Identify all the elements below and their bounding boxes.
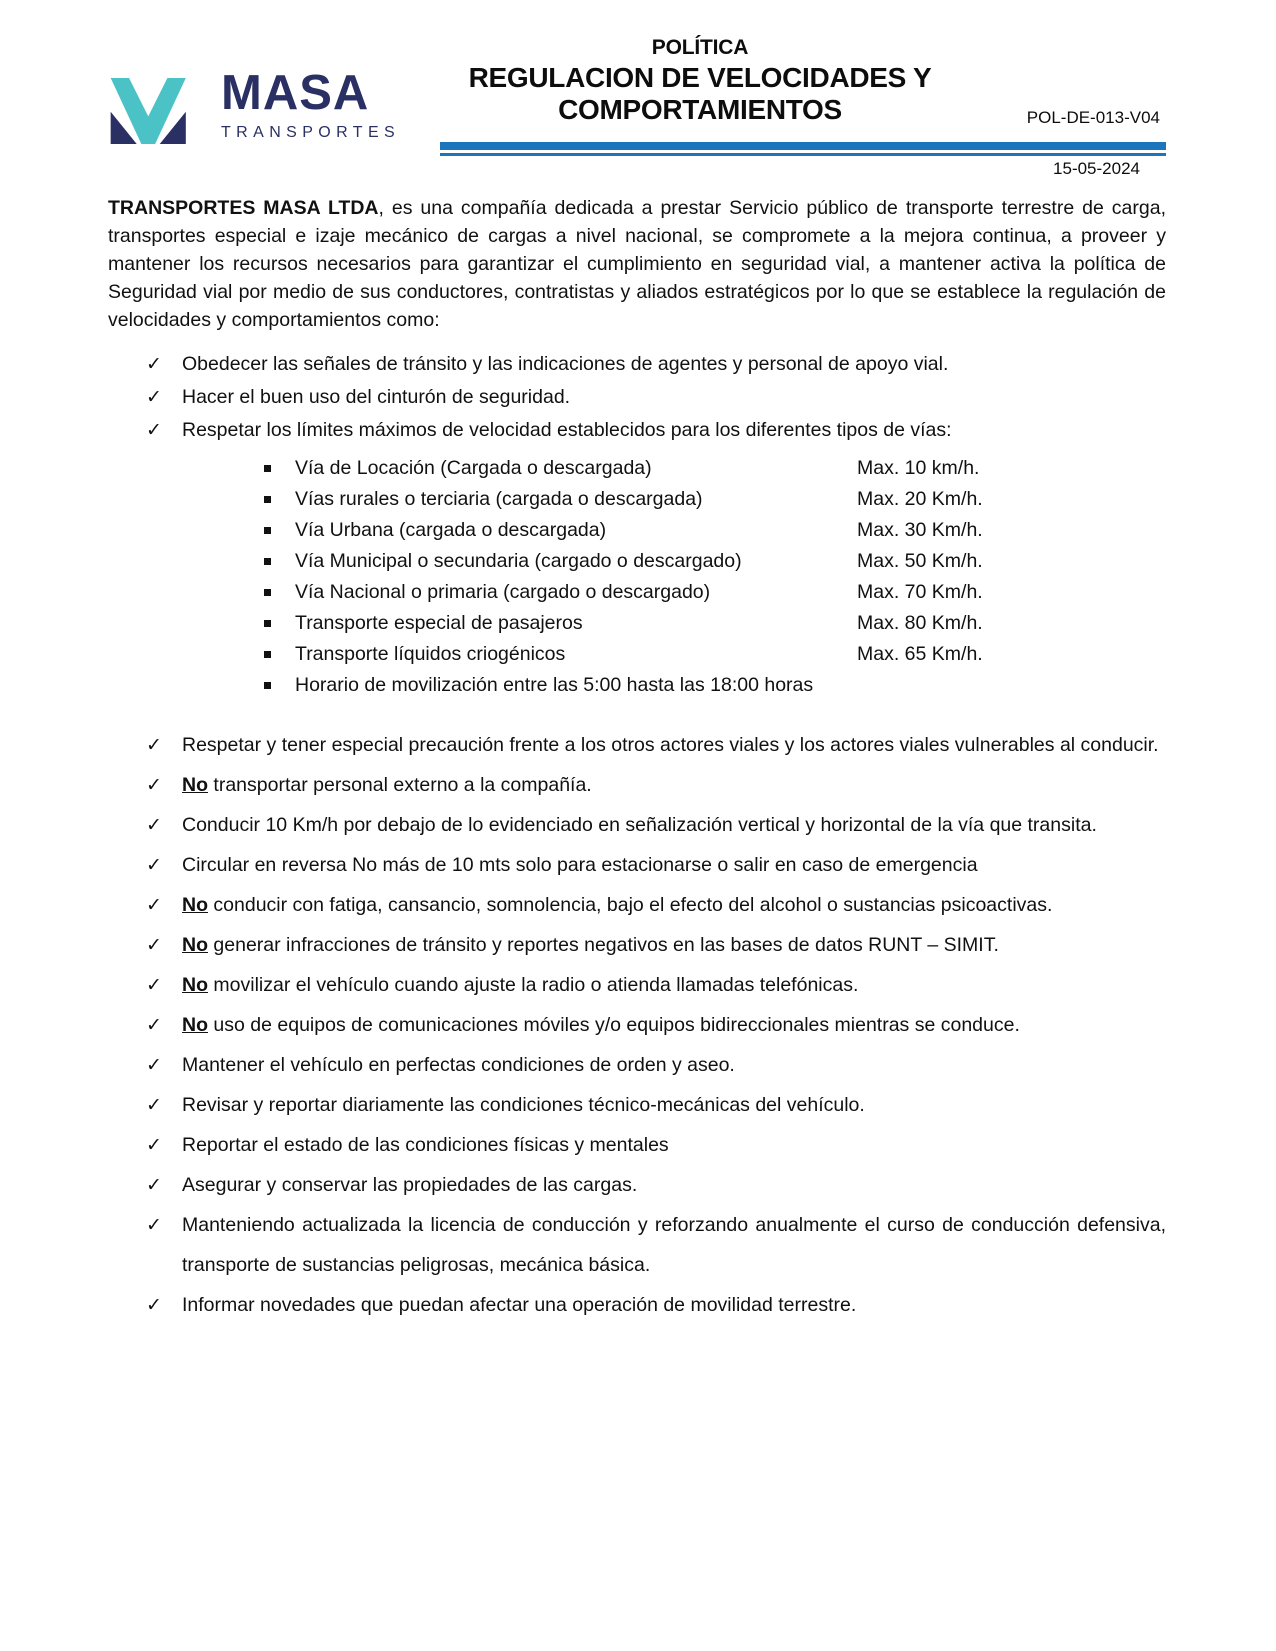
rule-item-text xyxy=(182,774,592,796)
check-icon: ✓ xyxy=(146,354,162,375)
square-bullet-icon xyxy=(264,558,271,565)
rule-item xyxy=(108,348,1166,381)
square-bullet-icon xyxy=(264,589,271,596)
speed-limit-label: Vía Municipal o secundaria (cargado o descargado) xyxy=(295,550,742,572)
rule-item-body: Informar novedades que puedan afectar una operación de movilidad terrestre. xyxy=(182,1294,857,1316)
speed-limit-label: Transporte líquidos criogénicos xyxy=(295,643,566,665)
rule-item-text xyxy=(182,734,1159,756)
speed-limit-value: Max. 10 km/h. xyxy=(857,457,980,479)
rule-item-text xyxy=(182,1294,856,1316)
speed-limit-label: Vías rurales o terciaria (cargada o descargada) xyxy=(295,488,703,510)
check-icon: ✓ xyxy=(146,775,162,796)
rule-item xyxy=(108,1125,1166,1165)
no-emphasis: No xyxy=(182,974,208,996)
intro-text: , es una compañía dedicada a prestar Servicio público de transporte terrestre de carga, transportes especial e izaje mecánico de cargas a nivel nacional, se compromete a la mejora continua, a proveer y mantener los recursos necesarios para garantizar el cumplimiento en seguridad vial, a mantener activa la política de Seguridad vial por medio de sus conductores, contratistas y aliados estratégicos por lo que se establece la regulación de velocidades y comportamientos como: xyxy=(108,197,1166,331)
speed-limit-row xyxy=(262,546,1166,577)
speed-limit-label: Vía Nacional o primaria (cargado o descargado) xyxy=(295,581,711,603)
rule-item-text: Obedecer las señales de tránsito y las indicaciones de agentes y personal de apoyo vial. xyxy=(182,353,949,375)
square-bullet-icon xyxy=(264,527,271,534)
rule-item xyxy=(108,885,1166,925)
rule-item-body: Manteniendo actualizada la licencia de conducción y reforzando anualmente el curso de conducción defensiva, transporte de sustancias peligrosas, mecánica básica. xyxy=(182,1214,1166,1276)
rule-item-text xyxy=(182,894,1052,916)
rule-item-body: Revisar y reportar diariamente las condiciones técnico-mecánicas del vehículo. xyxy=(182,1094,865,1116)
square-bullet-icon xyxy=(264,620,271,627)
square-bullet-icon xyxy=(264,496,271,503)
speed-limit-row xyxy=(262,577,1166,608)
rule-item xyxy=(108,925,1166,965)
check-icon: ✓ xyxy=(146,387,162,408)
rule-item-text xyxy=(182,1094,865,1116)
rule-item xyxy=(108,725,1166,765)
speed-limits-list xyxy=(108,453,1166,701)
rule-item-text xyxy=(182,1134,669,1156)
doc-date: 15-05-2024 xyxy=(1053,159,1140,178)
check-icon: ✓ xyxy=(146,420,162,441)
speed-limit-label: Horario de movilización entre las 5:00 hasta las 18:00 horas xyxy=(295,674,814,696)
rule-item xyxy=(108,381,1166,414)
no-emphasis: No xyxy=(182,934,208,956)
rule-item-text xyxy=(182,814,1097,836)
check-icon: ✓ xyxy=(146,1135,162,1156)
rule-item xyxy=(108,805,1166,845)
rule-item-text xyxy=(182,1174,637,1196)
doc-title-line2: COMPORTAMIENTOS xyxy=(558,94,842,125)
check-icon: ✓ xyxy=(146,1055,162,1076)
no-emphasis: No xyxy=(182,894,208,916)
intro-paragraph xyxy=(108,194,1166,334)
rule-item-body: conducir con fatiga, cansancio, somnolencia, bajo el efecto del alcohol o sustancias psicoactivas. xyxy=(213,894,1053,916)
speed-limit-label: Transporte especial de pasajeros xyxy=(295,612,583,634)
company-name: TRANSPORTES MASA LTDA xyxy=(108,197,379,219)
rule-item-body: uso de equipos de comunicaciones móviles y/o equipos bidireccionales mientras se conduce. xyxy=(213,1014,1020,1036)
document-body xyxy=(108,0,1166,1325)
rule-item-text xyxy=(182,1014,1020,1036)
rule-item xyxy=(108,414,1166,447)
check-icon: ✓ xyxy=(146,735,162,756)
rule-item-body: generar infracciones de tránsito y reportes negativos en las bases de datos RUNT – SIMIT. xyxy=(213,934,999,956)
rule-item-body: transportar personal externo a la compañía. xyxy=(213,774,592,796)
rule-item xyxy=(108,845,1166,885)
doc-type-label: POLÍTICA xyxy=(651,36,749,59)
check-icon: ✓ xyxy=(146,1015,162,1036)
rule-item-body: Respetar y tener especial precaución frente a los otros actores viales y los actores viales vulnerables al conducir. xyxy=(182,734,1159,756)
doc-code: POL-DE-013-V04 xyxy=(1026,108,1160,127)
rule-item-text: Hacer el buen uso del cinturón de seguridad. xyxy=(182,386,571,408)
logo-subtitle-text: TRANSPORTES xyxy=(221,124,401,141)
rule-item-text xyxy=(182,1214,1166,1276)
speed-limit-row xyxy=(262,670,1166,701)
behavior-rules-list xyxy=(108,725,1166,1325)
rule-item xyxy=(108,1045,1166,1085)
rule-item xyxy=(108,1005,1166,1045)
rule-item-text xyxy=(182,934,999,956)
check-icon: ✓ xyxy=(146,855,162,876)
no-emphasis: No xyxy=(182,1014,208,1036)
rule-item-body: movilizar el vehículo cuando ajuste la radio o atienda llamadas telefónicas. xyxy=(213,974,859,996)
rule-item xyxy=(108,1205,1166,1285)
doc-title-line1: REGULACION DE VELOCIDADES Y xyxy=(468,62,932,93)
rule-item-text: Respetar los límites máximos de velocidad establecidos para los diferentes tipos de vías: xyxy=(182,419,952,441)
speed-limit-value: Max. 50 Km/h. xyxy=(857,550,983,572)
speed-limit-value xyxy=(857,670,1166,701)
speed-limit-row xyxy=(262,639,1166,670)
square-bullet-icon xyxy=(264,465,271,472)
spacer xyxy=(108,701,1166,711)
speed-limit-row xyxy=(262,453,1166,484)
speed-limit-label: Vía de Locación (Cargada o descargada) xyxy=(295,457,652,479)
check-icon: ✓ xyxy=(146,1095,162,1116)
logo-brand-text: MASA xyxy=(221,66,370,120)
speed-limit-row xyxy=(262,608,1166,639)
check-icon: ✓ xyxy=(146,1295,162,1316)
rule-item-text xyxy=(182,854,978,876)
speed-limit-value: Max. 65 Km/h. xyxy=(857,643,983,665)
rule-item xyxy=(108,1085,1166,1125)
rule-item-text xyxy=(182,1054,735,1076)
check-icon: ✓ xyxy=(146,1175,162,1196)
rule-item-body: Asegurar y conservar las propiedades de las cargas. xyxy=(182,1174,638,1196)
check-icon: ✓ xyxy=(146,815,162,836)
speed-limit-row xyxy=(262,515,1166,546)
speed-limit-value: Max. 80 Km/h. xyxy=(857,612,983,634)
rule-item xyxy=(108,965,1166,1005)
no-emphasis: No xyxy=(182,774,208,796)
speed-limit-value: Max. 70 Km/h. xyxy=(857,581,983,603)
speed-limit-row xyxy=(262,484,1166,515)
rule-item-body: Conducir 10 Km/h por debajo de lo evidenciado en señalización vertical y horizontal de la vía que transita. xyxy=(182,814,1097,836)
primary-rules-list xyxy=(108,348,1166,447)
check-icon: ✓ xyxy=(146,1215,162,1236)
check-icon: ✓ xyxy=(146,895,162,916)
rule-item-body: Circular en reversa No más de 10 mts solo para estacionarse o salir en caso de emergencia xyxy=(182,854,978,876)
rule-item-body: Mantener el vehículo en perfectas condiciones de orden y aseo. xyxy=(182,1054,735,1076)
speed-limit-label: Vía Urbana (cargada o descargada) xyxy=(295,519,607,541)
rule-item-body: Reportar el estado de las condiciones físicas y mentales xyxy=(182,1134,669,1156)
rule-item xyxy=(108,1165,1166,1205)
speed-limit-value: Max. 20 Km/h. xyxy=(857,488,983,510)
rule-item xyxy=(108,1285,1166,1325)
square-bullet-icon xyxy=(264,651,271,658)
rule-item-text xyxy=(182,974,858,996)
square-bullet-icon xyxy=(264,682,271,689)
check-icon: ✓ xyxy=(146,975,162,996)
speed-limit-value: Max. 30 Km/h. xyxy=(857,519,983,541)
rule-item xyxy=(108,765,1166,805)
check-icon: ✓ xyxy=(146,935,162,956)
